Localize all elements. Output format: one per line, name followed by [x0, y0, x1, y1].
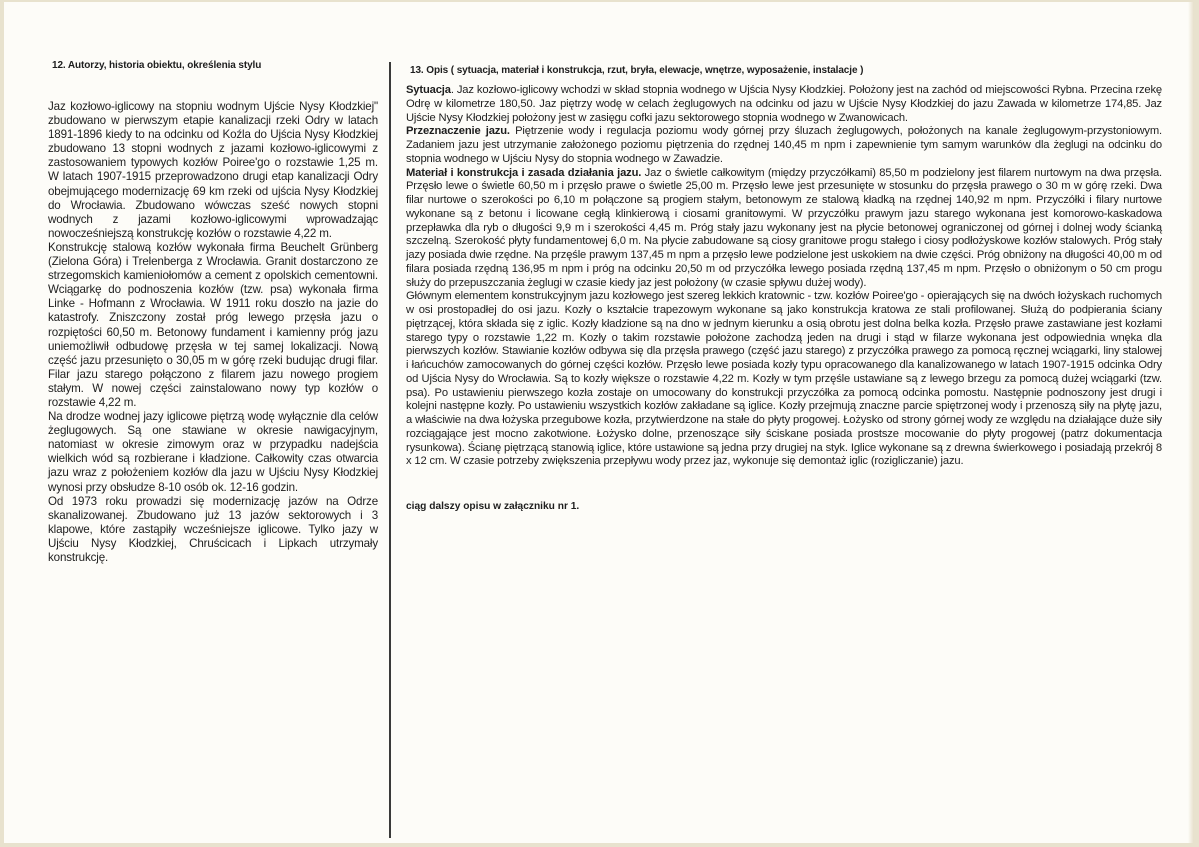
- continuation-note: ciąg dalszy opisu w załączniku nr 1.: [406, 501, 580, 512]
- history-paragraph: Jaz kozłowo-iglicowy na stopniu wodnym Ujście Nysy Kłodzkiej" zbudowano w pierwszym etapie kanalizacji rzeki Odry w latach 1891-1896 kiedy to na odcinku od Koźla do Ujścia Nysy Kłodzkiej zbudowano 13 stopni wodnych z jazami kozłowo-iglicowymi z zastosowaniem typowych kozłów Poiree'go o rozstawie 1,25 m. W latach 1907-1915 przeprowadzono drugi etap kanalizacji Odry obejmującego modernizację 69 km rzeki od ujścia Nysy Kłodzkiej do Wrocławia. Zbudowano wówczas sześć nowych stopni wodnych z jazami kozłowo-iglicowymi wprowadzając nowocześniejszą konstrukcję kozłów o rozstawie 4,22 m.: [48, 100, 378, 240]
- paragraph-lead: Materiał i konstrukcja i zasada działania jazu.: [406, 166, 642, 179]
- paragraph-lead: Przeznaczenie jazu.: [406, 125, 510, 138]
- history-paragraph: Od 1973 roku prowadzi się modernizację jazów na Odrze skanalizowanej. Zbudowano już 13 jazów sektorowych i 3 klapowe, które zastąpiły wcześniejsze iglicowe. Tylko jazy w Ujściu Nysy Kłodzkiej, Chruścicach i Lipkach utrzymały konstrukcję.: [48, 494, 378, 564]
- description-paragraph-situation: [406, 84, 1162, 125]
- paragraph-body: Jaz o świetle całkowitym (między przyczółkami) 85,50 m podzielony jest filarem nurtowym na dwa przęsła. Przęsło lewe o świetle 60,50 m i przęsło prawe o świetle 25,00 m. Przęsło lewe jest przesunięte w stosunku do przęsła prawego o 30 m w górę rzeki. Dwa filar nurtowe o szerokości po 6,10 m połączone są progiem stałym, betonowym ze stalową kładką na rzędnej 140,92 m npm. Przyczółki i filary nurtowe wykonane są z betonu i licowane cegłą klinkierową i ciosami granitowymi. W przyczółku prawym jazu starego wykonana jest komorowo-kaskadowa przepławka dla ryb o długości 9,9 m i szerokości 4,45 m. Próg stały jazu wykonany jest na płycie betonowej ograniczonej od górnej i dolnej wody ścianką szczelną. Szerokość płyty fundamentowej 6,0 m. Na płycie zabudowane są ciosy granitowe progu stałego i ciosy podłożyskowe kozłów stalowych. Próg stały jazy posiada dwie rzędne. Na przęśle prawym 137,45 m npm a przęsło lewe podzielone jest uskokiem na dwie części. Próg obniżony na długości 40,00 m od filara posiada rzędną 136,95 m npm i próg na odcinku 20,50 m od przyczółka lewego posiada rzędną 137,45 m npm. Przęsło o obniżonym o 50 cm progu służy do przepuszczania żeglugi w czasie kiedy jaz jest położony (w czasie spływu dużej wody).: [406, 166, 1162, 289]
- description-heading: 13. Opis ( sytuacja, materiał i konstrukcja, rzut, bryła, elewacje, wnętrze, wyposażenie, instalacje ): [410, 65, 864, 76]
- paragraph-body: Piętrzenie wody i regulacja poziomu wody górnej przy śluzach żeglugowych, położonych na kanale żeglugowym-przystoniowym. Zadaniem jazu jest utrzymanie założonego poziomu piętrzenia do rzędnej 140,45 m npm i zapewnienie tym samym warunków dla żeglugi na odcinku do stopnia wodnego w Ujściu Nysy do stopnia wodnego w Zawadzie.: [406, 125, 1162, 165]
- history-section: [44, 60, 378, 565]
- description-section: [404, 65, 1162, 512]
- history-paragraph: Konstrukcję stalową kozłów wykonała firma Beuchelt Grünberg (Zielona Góra) i Trelenberga z Wrocławia. Granit dostarczono ze strzegomskich kamieniołomów a cement z opolskich cementowni. Wciągarkę do podnoszenia kozłów (tzw. psa) wykonała firma Linke - Hofmann z Wrocławia. W 1911 roku doszło na jazie do katastrofy. Zniszczony został próg lewego przęsła jazu o rozpiętości 60,50 m. Betonowy fundament i kamienny próg jazu uniemożliwił odbudowę przęsła w tej samej lokalizacji. Nową część jazu przesunięto o 30,05 m w górę rzeki budując drugi filar. Filar jazu starego połączono z filarem jazu nowego progiem stałym. W nowej części zainstalowano nowy typ kozłów o rozstawie 4,22 m.: [48, 240, 378, 409]
- description-text: [406, 84, 1162, 469]
- column-divider: [389, 62, 391, 838]
- description-paragraph-purpose: [406, 125, 1162, 166]
- history-text: [48, 100, 378, 565]
- history-heading: 12. Autorzy, historia obiektu, określenia stylu: [52, 60, 262, 71]
- document-sheet: [4, 2, 1194, 843]
- paragraph-body: . Jaz kozłowo-iglicowy wchodzi w skład stopnia wodnego w Ujścia Nysy Kłodzkiej. Położony jest na zachód od miejscowości Rybna. Przecina rzekę Odrę w kilometrze 180,50. Jaz piętrzy wodę w celach żeglugowych na odcinku od jazu w Ujście Nysy Kłodzkiej do jazu Zawada w kilometrze 174,85. Jaz Ujście Nysy Kłodzkiej położony jest w zasięgu cofki jazu sektorowego stopnia wodnego w Zwanowicach.: [406, 84, 1162, 124]
- description-paragraph-mechanism: [406, 290, 1162, 469]
- history-paragraph: Na drodze wodnej jazy iglicowe piętrzą wodę wyłącznie dla celów żeglugowych. Są one stawiane w okresie nawigacyjnym, natomiast w okresie zimowym oraz w przypadku nadejścia wielkich wód są rozbierane i kładzione. Całkowity czas otwarcia jazu wraz z położeniem kozłów dla jazu w Ujściu Nysy Kłodzkiej wynosi przy obsłudze 8-10 osób ok. 12-16 godzin.: [48, 410, 378, 494]
- description-paragraph-construction: [406, 167, 1162, 291]
- paragraph-lead: Sytuacja: [406, 84, 451, 96]
- paragraph-body: Głównym elementem konstrukcyjnym jazu kozłowego jest szereg lekkich kratownic - tzw. kozłów Poiree'go - opierających się na dwóch łożyskach ruchomych w osi prostopadłej do osi jazu. Kozły o kształcie trapezowym wykonane są jako konstrukcja kratowa ze stali profilowanej. Służą do podpierania ściany piętrzącej, która składa się z iglic. Kozły kładzione są na dno w jednym kierunku a osią obrotu jest dolna belka kozła. Przęsło prawe zastawiane jest kozłami starego typy o rozstawie 1,22 m. Kozły o takim rozstawie położone zachodzą jeden na drugi i stąd w filarze wykonana jest odpowiednia wnęka dla pierwszych kozłów. Stawianie kozłów odbywa się dla przęsła prawego (część jazu starego) z przyczółka prawego za pomocą ręcznej wciągarki, liny stalowej i łańcuchów zamocowanych do górnej części kozłów. Przęsło lewe posiada kozły typu opracowanego dla kanalizowanego w latach 1907-1915 odcinka Odry od Ujścia Nysy do Wrocławia. Są to kozły większe o rozstawie 4,22 m. Kozły w tym przęśle ustawiane są z lewego brzegu za pomocą dużej wciągarki (tzw. psa). Po ustawieniu pierwszego kozła zostaje on umocowany do konstrukcji przyczółka za pomocą odcinka pomostu. Następnie podnoszony jest drugi i kolejni następne kozły. Po ustawieniu wszystkich kozłów zakładane są iglice. Kozły przejmują znaczne parcie spiętrzonej wody i przenoszą siły na płytę jazu, a właściwie na dwa łożyska przegubowe kozła, przytwierdzone na stałe do płyty progowej. Łożysko od strony górnej wody ze względu na działające duże siły rozciągające jest mocno zakotwione. Łożysko dolne, przenoszące siły ściskane posiada prostsze mocowanie do płyty progowej (patrz dokumentacja rysunkowa). Ścianę piętrzącą stanowią iglice, które ustawione są jedna przy drugiej na styk. Iglice wykonane są z drewna świerkowego i posiadają przekrój 8 x 12 cm. W czasie potrzeby zwiększenia przepływu wody przez jaz, wykonuje się demontaż iglic (rozigliczanie) jazu.: [406, 290, 1162, 468]
